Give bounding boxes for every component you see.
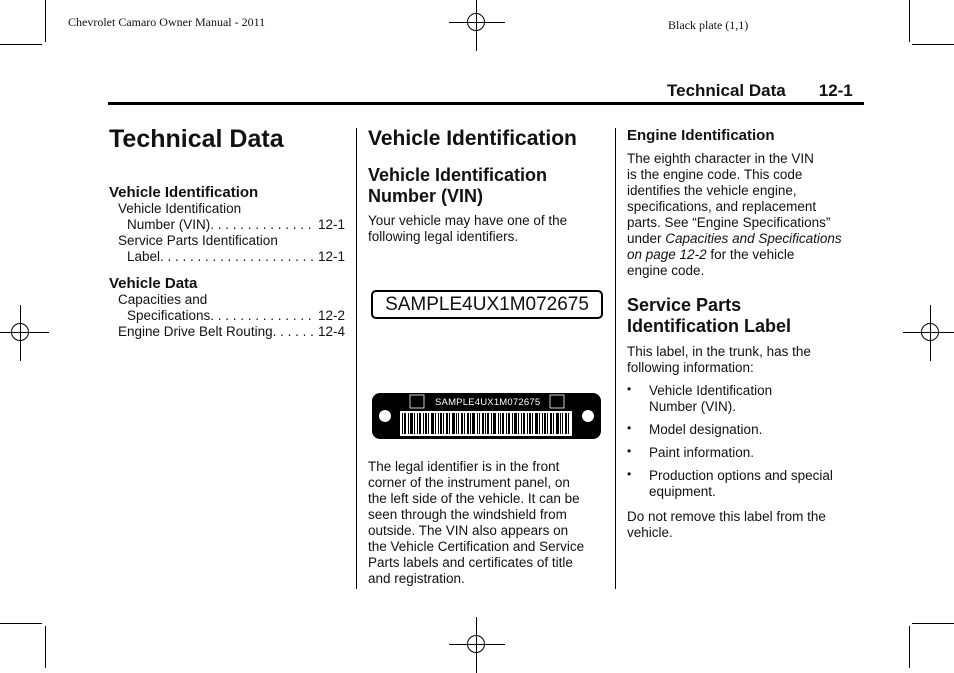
- text-line: Paint information.: [649, 445, 755, 460]
- subsection-title: [368, 165, 608, 207]
- column-divider: [615, 128, 616, 589]
- heading-line: Service Parts: [627, 295, 742, 315]
- vin-sample-text: SAMPLE4UX1M072675: [385, 293, 589, 315]
- page-number: 12-1: [818, 81, 853, 100]
- engine-heading: Engine Identification: [627, 127, 775, 144]
- text-line: the left side of the vehicle. It can be: [368, 491, 580, 506]
- toc-entry[interactable]: [109, 292, 345, 324]
- toc-leader: [273, 324, 314, 340]
- plate-info: Black plate (1,1): [668, 18, 749, 32]
- vin-plate-image: [372, 393, 601, 439]
- cross-reference-link[interactable]: Capacities and Specifications: [665, 231, 842, 246]
- text-line: the Vehicle Certification and Service: [368, 539, 585, 554]
- text-line: The eighth character in the VIN: [627, 151, 814, 166]
- toc-entry-label: Engine Drive Belt Routing: [118, 324, 273, 339]
- registration-mark-top: [449, 0, 505, 51]
- text-line: Vehicle Identification: [649, 383, 773, 398]
- toc-heading: Vehicle Data: [109, 275, 198, 292]
- toc-entry-label: Number (VIN): [127, 217, 211, 232]
- toc-entry-page: 12-1: [317, 217, 345, 232]
- toc-entry-page: 12-2: [317, 308, 345, 323]
- toc-heading: Vehicle Identification: [109, 184, 259, 201]
- text-line: seen through the windshield from: [368, 507, 567, 522]
- text-line: [627, 231, 867, 247]
- text-line: and registration.: [368, 571, 465, 586]
- text-line: Number (VIN).: [649, 399, 737, 414]
- toc-entry-label: Service Parts Identification: [118, 233, 278, 248]
- toc-leader: [160, 249, 314, 265]
- toc-entry-label: Vehicle Identification: [118, 201, 242, 216]
- text-line: following information:: [627, 360, 754, 375]
- engine-paragraph: [627, 151, 867, 279]
- vin-sample-label: [371, 290, 603, 319]
- text-line: The legal identifier is in the front: [368, 459, 560, 474]
- text-line: Parts labels and certificates of title: [368, 555, 573, 570]
- list-item: [627, 383, 867, 415]
- text-line: specifications, and replacement: [627, 199, 817, 214]
- list-item: [627, 468, 867, 500]
- toc-leader: [210, 308, 314, 324]
- text-line: corner of the instrument panel, on: [368, 475, 570, 490]
- bullet-icon: •: [627, 467, 632, 481]
- list-item: [627, 422, 867, 438]
- vin-intro: [368, 213, 608, 245]
- registration-mark-right: [903, 305, 954, 361]
- section-name: Technical Data: [667, 81, 786, 100]
- text-line: parts. See “Engine Specifications”: [627, 215, 831, 230]
- subsection-title-line: Number (VIN): [368, 186, 484, 206]
- text-line: [627, 247, 867, 263]
- service-parts-list: [627, 383, 867, 500]
- bullet-icon: •: [627, 421, 632, 435]
- subsection-title-line: Vehicle Identification: [368, 165, 548, 185]
- registration-mark-left: [0, 305, 49, 361]
- bullet-icon: •: [627, 382, 632, 396]
- text-line: identifies the vehicle engine,: [627, 183, 797, 198]
- text-fragment: for the vehicle: [706, 247, 795, 262]
- toc-entry[interactable]: [109, 324, 345, 340]
- closing-note: [627, 509, 867, 541]
- section-title: Vehicle Identification: [368, 127, 577, 150]
- service-parts-intro: [627, 344, 867, 376]
- text-line: Model designation.: [649, 422, 763, 437]
- text-line: engine code.: [627, 263, 705, 278]
- toc-entry[interactable]: [109, 201, 345, 233]
- bullet-icon: •: [627, 444, 632, 458]
- toc-entry[interactable]: [109, 233, 345, 265]
- text-line: This label, in the trunk, has the: [627, 344, 811, 359]
- right-column: [627, 127, 867, 541]
- toc: [109, 184, 345, 340]
- text-line: Do not remove this label from the: [627, 509, 826, 524]
- vin-plate-text: SAMPLE4UX1M072675: [435, 397, 541, 408]
- text-line: is the engine code. This code: [627, 167, 803, 182]
- header-rule: [108, 102, 864, 105]
- text-line: vehicle.: [627, 525, 673, 540]
- toc-entry-label: Label: [127, 249, 161, 264]
- toc-entry-page: 12-4: [317, 324, 345, 339]
- vin-location-paragraph: [368, 459, 608, 587]
- text-line: Your vehicle may have one of the: [368, 213, 568, 228]
- list-item: [627, 445, 867, 461]
- left-column: [109, 125, 345, 340]
- toc-entry-label: Specifications: [127, 308, 211, 323]
- manual-title: Chevrolet Camaro Owner Manual - 2011: [68, 15, 266, 29]
- running-head: [667, 81, 853, 101]
- service-parts-heading: [627, 295, 867, 337]
- text-line: outside. The VIN also appears on: [368, 523, 569, 538]
- column-divider: [356, 128, 357, 589]
- middle-column: [368, 126, 608, 245]
- text-fragment: under: [627, 231, 666, 246]
- cross-reference-link[interactable]: on page 12-2: [627, 247, 707, 262]
- heading-line: Identification Label: [627, 316, 792, 336]
- toc-entry-page: 12-1: [317, 249, 345, 264]
- toc-entry-label: Capacities and: [118, 292, 208, 307]
- text-line: following legal identifiers.: [368, 229, 519, 244]
- chapter-title: Technical Data: [109, 125, 284, 153]
- text-line: equipment.: [649, 484, 716, 499]
- registration-mark-bottom: [449, 617, 505, 673]
- text-line: Production options and special: [649, 468, 833, 483]
- toc-leader: [210, 217, 314, 233]
